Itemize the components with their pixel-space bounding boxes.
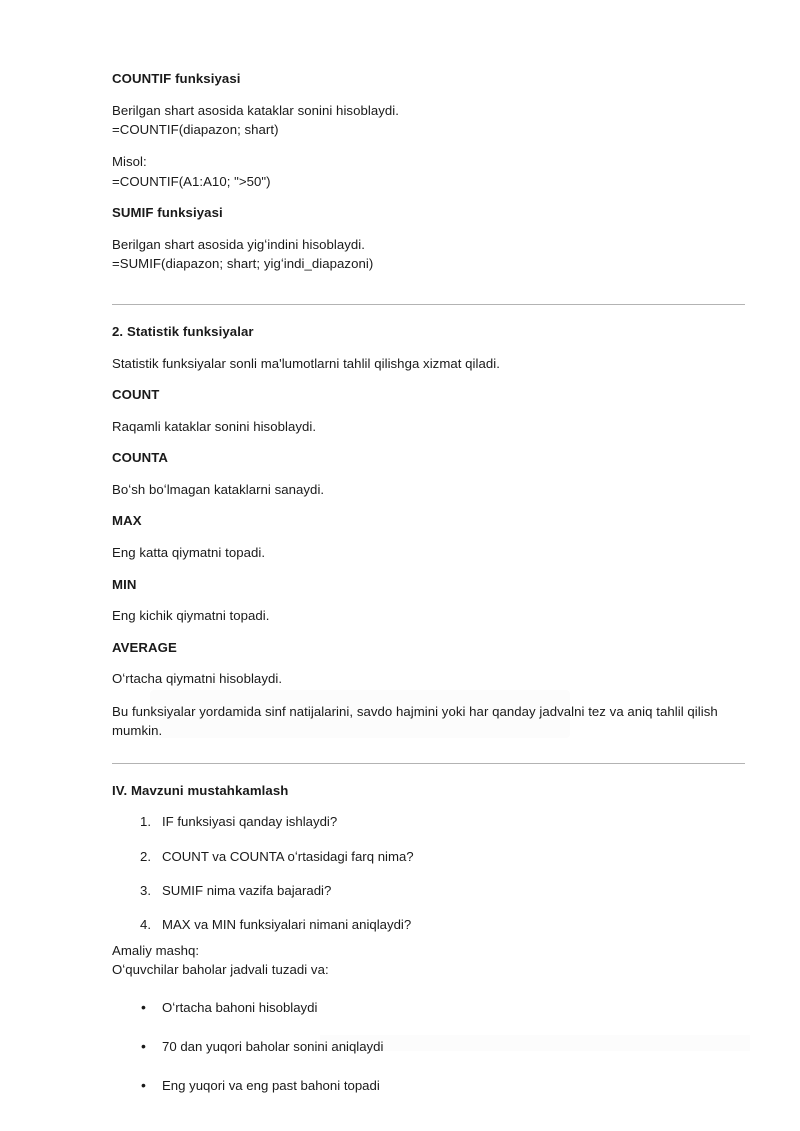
spacer-after-divider-2 (112, 764, 745, 782)
countif-definition (112, 101, 745, 140)
spacer-after-divider-1 (112, 305, 745, 323)
sumif-definition-line1: Berilgan shart asosida yigʻindini hisoblaydi. (112, 236, 365, 252)
sumif-definition (112, 235, 745, 274)
countif-example (112, 152, 745, 191)
countif-example-label: Misol: (112, 154, 147, 170)
list-item (112, 813, 745, 831)
heading-mavzuni-mustahkamlash: IV. Mavzuni mustahkamlash (112, 783, 289, 799)
practice-intro: Oʻquvchilar baholar jadvali tuzadi va: (112, 962, 329, 978)
heading-statistik-funksiyalar: 2. Statistik funksiyalar (112, 324, 254, 340)
heading-countif: COUNTIF funksiyasi (112, 71, 241, 86)
sumif-syntax: =SUMIF(diapazon; shart; yigʻindi_diapazoni) (112, 255, 374, 271)
list-item (112, 882, 745, 900)
min-description: Eng kichik qiymatni topadi. (112, 608, 270, 624)
countif-syntax: =COUNTIF(diapazon; shart) (112, 122, 279, 138)
question-text: COUNT va COUNTA oʻrtasidagi farq nima? (162, 848, 414, 864)
statistik-intro: Statistik funksiyalar sonli ma'lumotlarni tahlil qilishga xizmat qiladi. (112, 356, 500, 372)
question-text: IF funksiyasi qanday ishlaydi? (162, 814, 338, 830)
spacer-before-divider-2 (112, 753, 745, 763)
counta-description: Boʻsh boʻlmagan kataklarni sanaydi. (112, 482, 325, 498)
question-text: MAX va MIN funksiyalari nimani aniqlaydi? (162, 917, 412, 933)
review-questions-list (112, 813, 745, 935)
practice-label: Amaliy mashq: (112, 942, 200, 958)
heading-average: AVERAGE (112, 639, 177, 655)
countif-example-formula: =COUNTIF(A1:A10; ">50") (112, 173, 271, 189)
practice-item-text: Oʻrtacha bahoni hisoblaydi (162, 999, 318, 1015)
list-item (112, 848, 745, 866)
average-description: Oʻrtacha qiymatni hisoblaydi. (112, 671, 283, 687)
spacer-before-divider-1 (112, 286, 745, 304)
statistik-summary: Bu funksiyalar yordamida sinf natijalarini, savdo hajmini yoki har qanday jadvalni tez va aniq tahlil qilish mumkin. (112, 703, 718, 738)
max-description: Eng katta qiymatni topadi. (112, 545, 266, 561)
countif-definition-line1: Berilgan shart asosida kataklar sonini hisoblaydi. (112, 102, 399, 118)
list-item (112, 999, 745, 1017)
practice-block (112, 941, 745, 980)
heading-min: MIN (112, 576, 137, 592)
practice-item-text: 70 dan yuqori baholar sonini aniqlaydi (162, 1038, 384, 1054)
count-description: Raqamli kataklar sonini hisoblaydi. (112, 419, 317, 435)
list-item (112, 1077, 745, 1095)
heading-sumif: SUMIF funksiyasi (112, 204, 223, 220)
question-text: SUMIF nima vazifa bajaradi? (162, 883, 332, 898)
list-item (112, 916, 745, 934)
practice-item-text: Eng yuqori va eng past bahoni topadi (162, 1078, 380, 1094)
heading-count: COUNT (112, 387, 160, 403)
practice-items-list (112, 999, 745, 1096)
list-item (112, 1038, 745, 1056)
document-content (112, 70, 745, 1096)
heading-max: MAX (112, 513, 142, 529)
heading-counta: COUNTA (112, 450, 169, 466)
